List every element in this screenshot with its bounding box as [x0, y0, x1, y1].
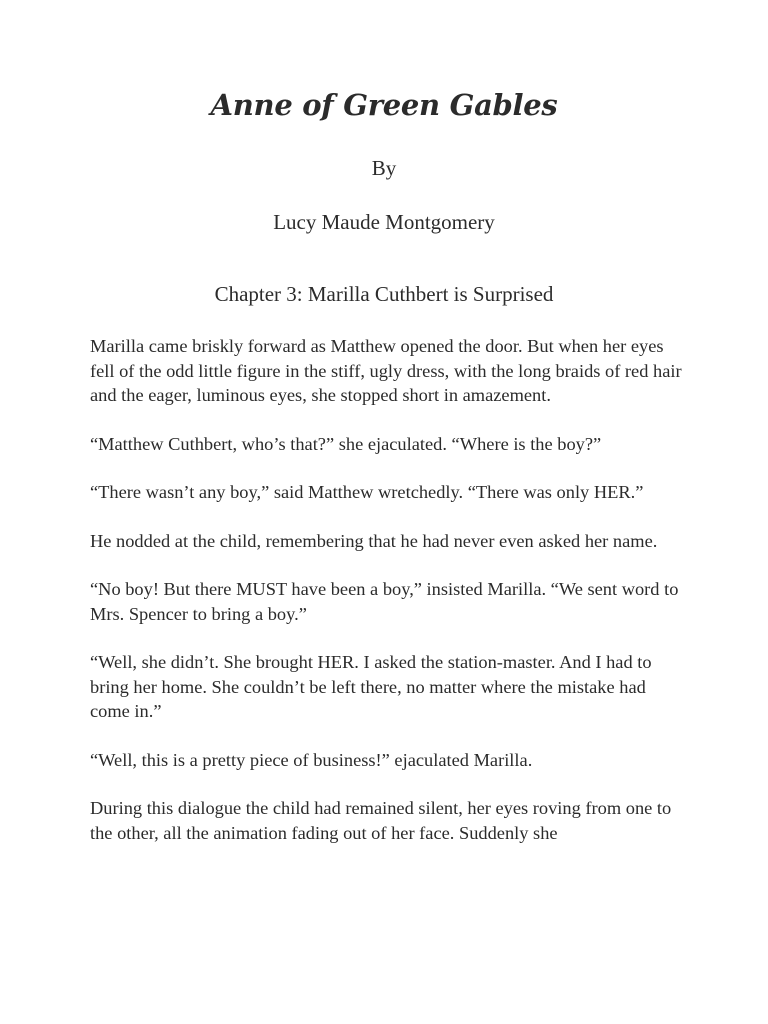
paragraph: Marilla came briskly forward as Matthew opened the door. But when her eyes fell of the odd little figure in the stiff, ugly dress, with the long braids of red hair and the eager, luminous eyes, she stopped short in amazement.: [90, 336, 682, 405]
paragraph: He nodded at the child, remembering that he had never even asked her name.: [90, 530, 658, 551]
author-name: Lucy Maude Montgomery: [273, 210, 495, 234]
paragraph: “Matthew Cuthbert, who’s that?” she ejaculated. “Where is the boy?”: [90, 433, 602, 454]
paragraph: “Well, she didn’t. She brought HER. I asked the station-master. And I had to bring her home. She couldn’t be left there, no matter where the mistake had come in.”: [90, 652, 652, 721]
book-title: Anne of Green Gables: [210, 88, 558, 122]
paragraph: “No boy! But there MUST have been a boy,” insisted Marilla. “We sent word to Mrs. Spencer to bring a boy.”: [90, 579, 679, 624]
byline: By: [371, 156, 397, 180]
chapter-heading: Chapter 3: Marilla Cuthbert is Surprised: [214, 282, 554, 306]
document-page: [90, 0, 690, 1024]
paragraph: “There wasn’t any boy,” said Matthew wretchedly. “There was only HER.”: [90, 482, 644, 502]
paragraph: During this dialogue the child had remained silent, her eyes roving from one to the other, all the animation fading out of her face. Suddenly she: [90, 798, 672, 843]
paragraph: “Well, this is a pretty piece of business!” ejaculated Marilla.: [90, 749, 533, 770]
chapter-body: [90, 334, 690, 869]
